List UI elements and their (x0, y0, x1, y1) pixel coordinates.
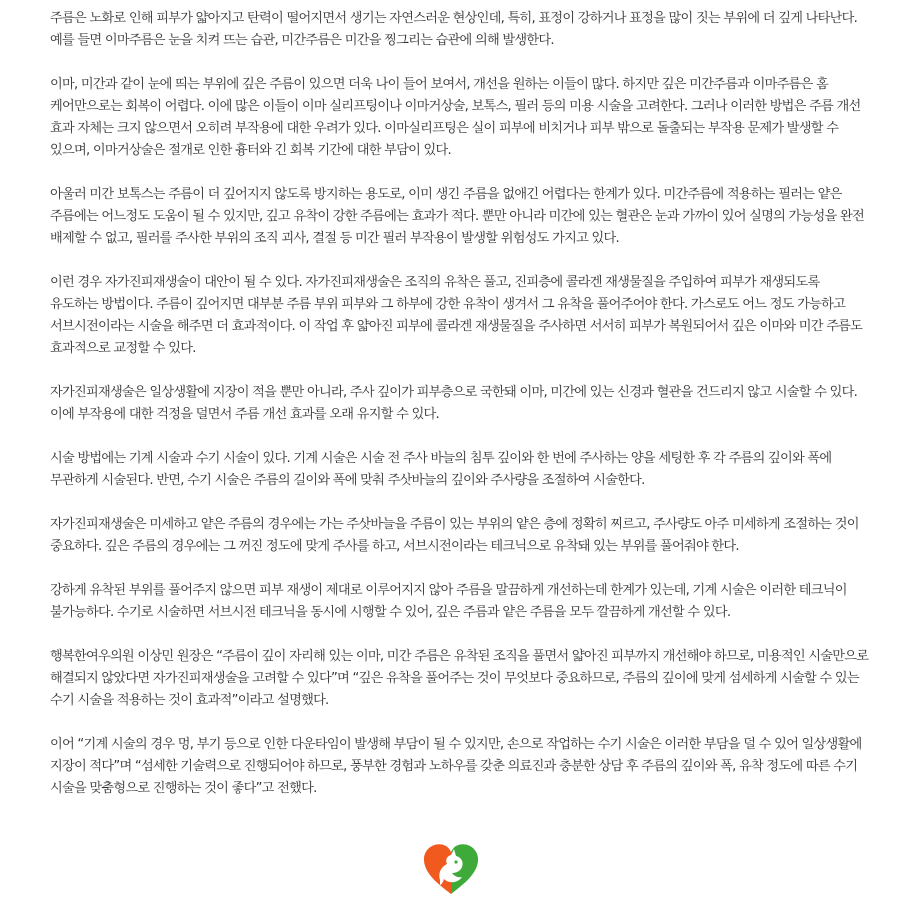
paragraph-1: 주름은 노화로 인해 피부가 얇아지고 탄력이 떨어지면서 생기는 자연스러운 현상인데, 특히, 표정이 강하거나 표정을 많이 짓는 부위에 더 깊게 나타난다. 예를 들면 이마주름은 눈을 치켜 뜨는 습관, 미간주름은 미간을 찡그리는 습관에 의해 발생한다. (50, 11, 858, 48)
paragraph-10: 이어 “기계 시술의 경우 멍, 부기 등으로 인한 다운타임이 발생해 부담이 될 수 있지만, 손으로 작업하는 수기 시술은 이러한 부담을 덜 수 있어 일상생활에 지장이 적다”며 “섬세한 기술력으로 진행되어야 하므로, 풍부한 경험과 노하우를 갖춘 의료진과 충분한 상담 후 주름의 깊이와 폭, 유착 정도에 따른 수기 시술을 맞춤형으로 진행하는 것이 좋다”고 전했다. (50, 737, 862, 796)
logo-graphic (421, 838, 481, 898)
paragraph-4: 이런 경우 자가진피재생술이 대안이 될 수 있다. 자가진피재생술은 조직의 유착은 풀고, 진피층에 콜라겐 재생물질을 주입하여 피부가 재생되도록 유도하는 방법이다. 주름이 깊어지면 대부분 주름 부위 피부와 그 하부에 강한 유착이 생겨서 그 유착을 풀어주어야 한다. 가스로도 어느 정도 가능하고 서브시전이라는 시술을 해주면 더 효과적이다. 이 작업 후 얇아진 피부에 콜라겐 재생물질을 주사하면 서서히 피부가 복원되어서 깊은 이마와 미간 주름도 효과적으로 교정할 수 있다. (50, 275, 863, 356)
paragraph-9: 행복한여우의원 이상민 원장은 “주름이 깊이 자리해 있는 이마, 미간 주름은 유착된 조직을 풀면서 얇아진 피부까지 개선해야 하므로, 미용적인 시술만으로 해결되지 않았다면 자가진피재생술을 고려할 수 있다”며 “깊은 유착을 풀어주는 것이 무엇보다 중요하므로, 주름의 깊이에 맞게 섬세하게 시술할 수 있는 수기 시술을 적용하는 것이 효과적”이라고 설명했다. (50, 649, 869, 708)
paragraph-3: 아울러 미간 보톡스는 주름이 더 깊어지지 않도록 방지하는 용도로, 이미 생긴 주름을 없애긴 어렵다는 한계가 있다. 미간주름에 적용하는 필러는 얕은 주름에는 어느정도 도움이 될 수 있지만, 깊고 유착이 강한 주름에는 효과가 적다. 뿐만 아니라 미간에 있는 혈관은 눈과 가까이 있어 실명의 가능성을 완전 배제할 수 없고, 필러를 주사한 부위의 조직 괴사, 결절 등 미간 필러 부작용이 발생할 위험성도 가지고 있다. (50, 187, 864, 246)
heart-fox-logo-icon (421, 838, 481, 898)
paragraph-5: 자가진피재생술은 일상생활에 지장이 적을 뿐만 아니라, 주사 깊이가 피부층으로 국한돼 이마, 미간에 있는 신경과 혈관을 건드리지 않고 시술할 수 있다. 이에 부작용에 대한 걱정을 덜면서 주름 개선 효과를 오래 유지할 수 있다. (50, 385, 858, 422)
article-body (50, 8, 870, 800)
paragraph-6: 시술 방법에는 기계 시술과 수기 시술이 있다. 기계 시술은 시술 전 주사 바늘의 침투 깊이와 한 번에 주사하는 양을 세팅한 후 각 주름의 깊이와 폭에 무관하게 시술된다. 반면, 수기 시술은 주름의 길이와 폭에 맞춰 주삿바늘의 깊이와 주사량을 조절하여 시술한다. (50, 451, 832, 488)
paragraph-8: 강하게 유착된 부위를 풀어주지 않으면 피부 재생이 제대로 이루어지지 않아 주름을 말끔하게 개선하는데 한계가 있는데, 기계 시술은 이러한 테크닉이 불가능하다. 수기로 시술하면 서브시전 테크닉을 동시에 시행할 수 있어, 깊은 주름과 얕은 주름을 모두 깔끔하게 개선할 수 있다. (50, 583, 847, 620)
paragraph-2: 이마, 미간과 같이 눈에 띄는 부위에 깊은 주름이 있으면 더욱 나이 들어 보여서, 개선을 원하는 이들이 많다. 하지만 깊은 미간주름과 이마주름은 홈 케어만으로는 회복이 어렵다. 이에 많은 이들이 이마 실리프팅이나 이마거상술, 보톡스, 필러 등의 미용 시술을 고려한다. 그러나 이러한 방법은 주름 개선 효과 자체는 크지 않으면서 오히려 부작용에 대한 우려가 있다. 이마실리프팅은 실이 피부에 비치거나 피부 밖으로 돌출되는 부작용 문제가 발생할 수 있으며, 이마거상술은 절개로 인한 흉터와 긴 회복 기간에 대한 부담이 있다. (50, 77, 861, 158)
paragraph-7: 자가진피재생술은 미세하고 얕은 주름의 경우에는 가는 주삿바늘을 주름이 있는 부위의 얕은 층에 정확히 찌르고, 주사량도 아주 미세하게 조절하는 것이 중요하다. 깊은 주름의 경우에는 그 꺼진 정도에 맞게 주사를 하고, 서브시전이라는 테크닉으로 유착돼 있는 부위를 풀어줘야 한다. (50, 517, 859, 554)
logo-figure-eye (454, 860, 457, 863)
